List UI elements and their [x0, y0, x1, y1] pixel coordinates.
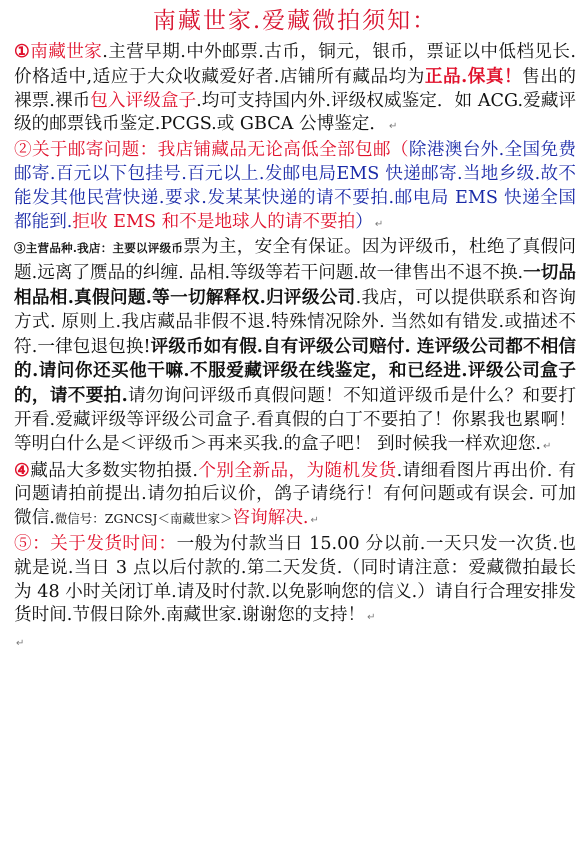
section-4 [14, 459, 576, 533]
return-icon: ↵ [374, 218, 384, 230]
section-5 [14, 533, 576, 630]
section-2-text-d: ） [355, 211, 373, 232]
section-2-heading: ②关于邮寄问题： [14, 140, 158, 161]
section-5-heading: ⑤：关于发货时间： [14, 533, 177, 554]
section-2-text-b: 除港澳台外.全国免费邮寄.百元以下包挂号.百元以上.发邮电局EMS 快递邮寄.当地乡级.故不能发其他民营快递.要求.发某某快递的请不要拍.邮电局 EMS 快递全国都能到. [14, 140, 576, 232]
section-5-text: 一般为付款当日 15.00 分以前.一天只发一次货.也就是说.当日 3 点以后付款的.第二天发货.（同时请注意：爱藏微拍最长为 48 小时关闭订单.请及时付款.以免影响您的信义.）请自行合理安排发货时间.节假日除外.南藏世家.谢谢您的支持！ [14, 533, 576, 626]
return-icon: ↵ [310, 515, 319, 527]
section-4-number: ④ [14, 459, 31, 481]
section-3-label: ③主营品种.我店：主要以评级币 [14, 241, 184, 256]
section-4-text-a: 藏品大多数实物拍摄. [30, 460, 198, 481]
section-4-text-d: 咨询解决. [232, 508, 309, 529]
section-2-text-a: 我店铺藏品无论高低全部包邮（ [157, 140, 409, 161]
section-3-bold-b: 评级币如有假.自有评级公司赔付. 连评级公司都不相信的.请问你还买他干嘛.不服爱藏评级在线鉴定，和已经进.评级公司盒子的，请不要拍. [14, 335, 576, 407]
genuine-label: 正品.保真！ [424, 65, 523, 87]
shop-name: 南藏世家 [30, 42, 103, 62]
return-icon: ↵ [16, 638, 25, 650]
section-2 [14, 139, 576, 236]
return-icon: ↵ [367, 612, 376, 624]
boxed-label: 包入评级盒子 [90, 90, 197, 111]
return-icon: ↵ [543, 440, 552, 452]
section-2-text-c: 拒收 EMS 和不是地球人的请不要拍 [72, 211, 356, 232]
section-1-number: ① [14, 41, 31, 62]
section-4-text-c: .请细看图片再出价. 有问题请拍前提出.请勿拍后议价，鸽子请绕行！有何问题或有误会. 可加微信. [14, 460, 576, 529]
section-1-text-b: 售出的裸票.裸币 [14, 66, 576, 111]
section-1-text-a: .主营早期.中外邮票.古币，铜元，银币，票证以中低档见长.价格适中,适应于大众收藏爱好者.店铺所有藏品均为 [14, 42, 576, 87]
return-icon: ↵ [388, 121, 398, 133]
section-1-text-c: .均可支持国内外.评级权威鉴定．如 ACG.爱藏评级的邮票钱币鉴定.PCGS.或 GBCA 公博鉴定． [14, 90, 576, 135]
wechat-id: 微信号：ZGNCSJ＜南藏世家＞ [54, 511, 233, 527]
section-1 [14, 40, 576, 139]
section-3 [14, 236, 576, 458]
section-4-text-b: 个别全新品，为随机发货 [197, 460, 397, 481]
section-3-text-c: 请勿询问评级币真假问题！不知道评级币是什么？和要打开看.爱藏评级等评级公司盒子.看真假的白丁不要拍了！你累我也累啊！等明白什么是＜评级币＞再来买我.的盒子吧！ 到时候我一样欢迎您. [14, 386, 576, 454]
section-3-text-a: 票为主，安全有保证。因为评级币，杜绝了真假问题.远离了赝品的纠缠. 品相.等级等若干问题.故一律售出不退不换. [14, 237, 576, 284]
section-3-bold-a: 一切品相品相.真假问题.等一切解释权.归评级公司 [14, 262, 576, 308]
section-3-text-b: .我店，可以提供联系和咨询方式. 原则上.我店藏品非假不退.特殊情况除外. 当然如有错发.或描述不符.一律包退包换! [14, 287, 576, 357]
trailing-line [14, 630, 576, 648]
page-title: 南藏世家.爱藏微拍须知： [152, 8, 438, 34]
